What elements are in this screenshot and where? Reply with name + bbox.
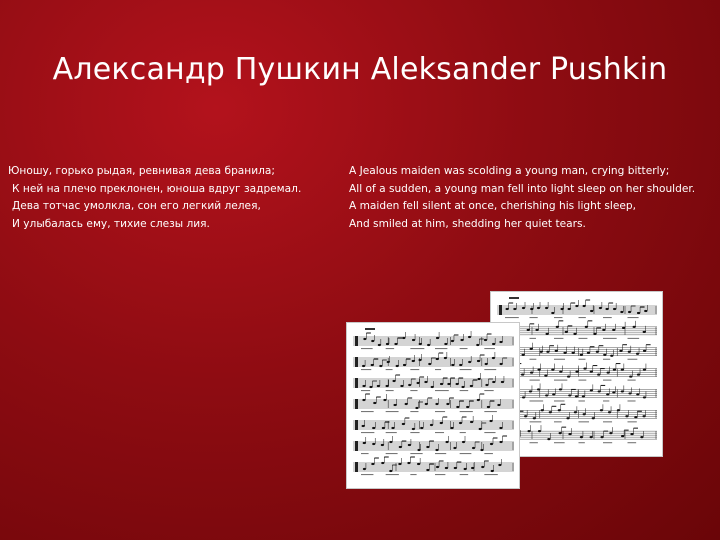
slide-title: Александр Пушкин Aleksander Pushkin xyxy=(52,52,668,87)
russian-poem xyxy=(8,163,301,233)
sheet-music-icon xyxy=(347,323,519,488)
poem-line-ru-1: Юношу, горько рыдая, ревнивая дева бранила; xyxy=(8,165,275,177)
poem-line-ru-4: И улыбалась ему, тихие слезы лия. xyxy=(12,217,210,230)
poem-line-ru-2: К ней на плечо преклонен, юноша вдруг задремал. xyxy=(12,182,302,195)
poem-line-ru-3: Дева тотчас умолкла, сон его легкий лелея, xyxy=(12,200,261,212)
poem-line-en-2: All of a sudden, a young man fell into light sleep on her shoulder. xyxy=(349,182,696,195)
poem-line-en-4: And smiled at him, shedding her quiet tears. xyxy=(349,217,586,230)
sheet-music-image-front xyxy=(347,323,519,488)
english-poem xyxy=(349,163,695,233)
poem-line-en-1: A Jealous maiden was scolding a young man, crying bitterly; xyxy=(349,165,670,177)
poem-line-en-3: A maiden fell silent at once, cherishing his light sleep, xyxy=(349,200,636,212)
